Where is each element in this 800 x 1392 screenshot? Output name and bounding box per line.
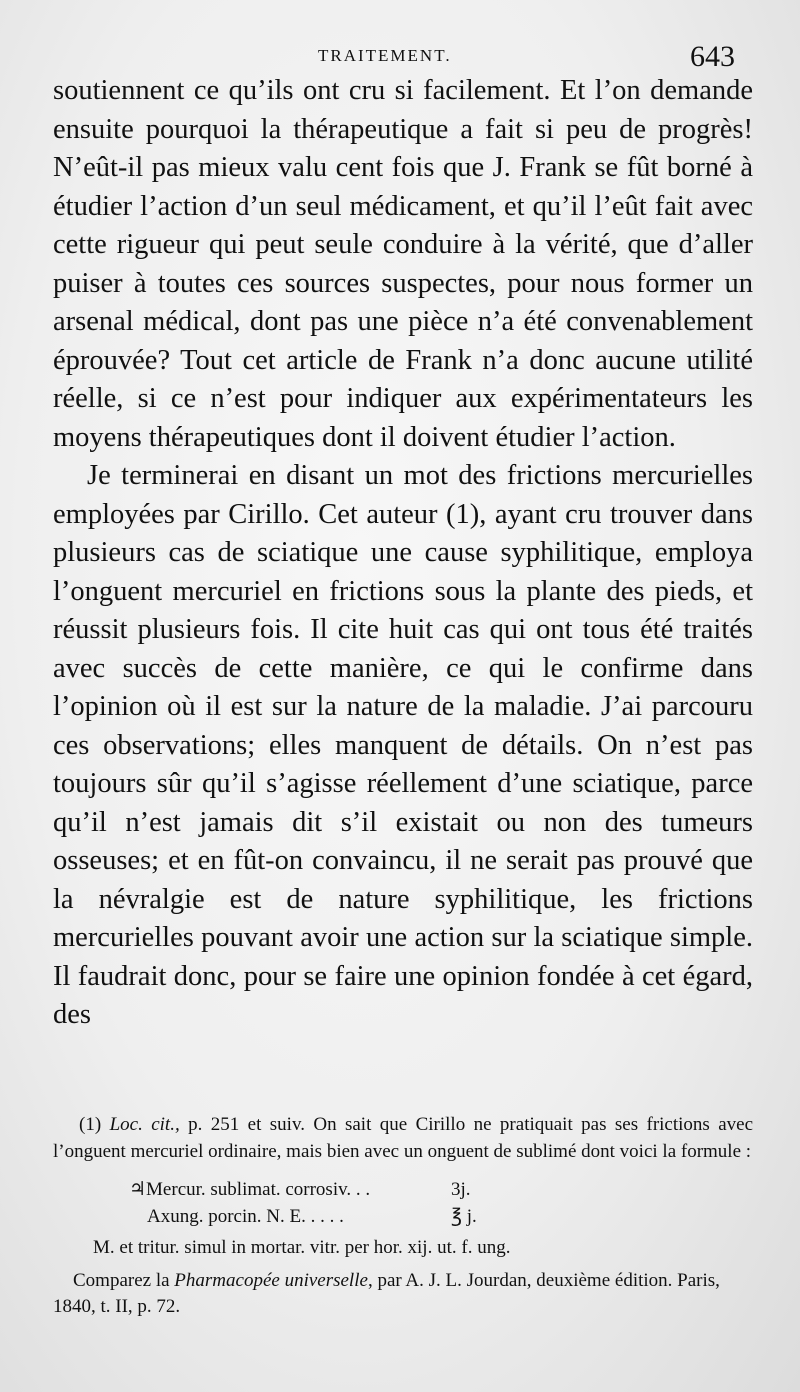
formula-ingredient: ♃Mercur. sublimat. corrosiv. . . <box>129 1179 371 1200</box>
footnote-marker: (1) <box>79 1114 102 1135</box>
formula-line <box>53 1204 753 1231</box>
formula-ingredient: Axung. porcin. N. E. . . . . <box>147 1206 344 1227</box>
formula <box>53 1177 753 1231</box>
running-head: TRAITEMENT. <box>318 46 452 65</box>
formula-directions: M. et tritur. simul in mortar. vitr. per hor. xij. ut. f. ung. <box>93 1237 511 1258</box>
footnote-compare <box>53 1268 753 1321</box>
compare-suffix: , par A. J. L. Jourdan, deuxième édition. Paris, 1840, t. II, p. 72. <box>53 1269 720 1317</box>
footnote <box>53 1112 753 1321</box>
paragraph-2: Je terminerai en disant un mot des frictions mercurielles employées par Cirillo. Cet auteur (1), ayant cru trouver dans plusieurs cas de sciatique une cause syphilitique, employa l’onguent mercuriel en frictions sous la plante des pieds, et réussit plusieurs fois. Il cite huit cas qui ont tous été traités avec succès de cette manière, ce qui le confirme dans l’opinion où il est sur la nature de la maladie. J’ai parcouru ces observations; elles manquent de détails. On n’est pas toujours sûr qu’il s’agisse réellement d’une sciatique, parce qu’il n’est jamais dit s’il existait ou non des tumeurs osseuses; et en fût-on convaincu, il ne serait pas prouvé que la névralgie est de nature syphilitique, les frictions mercurielles pouvant avoir une action sur la sciatique simple. Il faudrait donc, pour se faire une opinion fondée à cet égard, des <box>53 460 753 1030</box>
formula-line <box>53 1177 753 1204</box>
formula-quantity: ℥ j. <box>451 1206 477 1227</box>
formula-quantity: 3j. <box>451 1179 471 1200</box>
compare-title: Pharmacopée universelle <box>174 1269 368 1291</box>
paragraph-1: soutiennent ce qu’ils ont cru si facilement. Et l’on demande ensuite pourquoi la thérapeutique a fait si peu de progrès! N’eût-il pas mieux valu cent fois que J. Frank se fût borné à étudier l’action d’un seul médicament, et qu’il l’eût fait avec cette rigueur qui peut seule conduire à la vérité, que d’aller puiser à toutes ces sources suspectes, pour nous former un arsenal médical, dont pas une pièce n’a été convenablement éprouvée? Tout cet article de Frank n’a donc aucune utilité réelle, si ce n’est pour indiquer aux expérimentateurs les moyens thérapeutiques dont il doivent étudier l’action. <box>53 75 753 453</box>
footnote-body: p. 251 et suiv. On sait que Cirillo ne pratiquait pas ses frictions avec l’onguent mercuriel ordinaire, mais bien avec un onguent de sublimé dont voici la formule : <box>53 1114 754 1162</box>
compare-prefix: Comparez la <box>73 1269 170 1291</box>
page-number: 643 <box>690 40 735 73</box>
footnote-text <box>53 1112 753 1165</box>
footnote-reference: Loc. cit., <box>109 1114 180 1135</box>
body-text <box>53 72 753 1035</box>
